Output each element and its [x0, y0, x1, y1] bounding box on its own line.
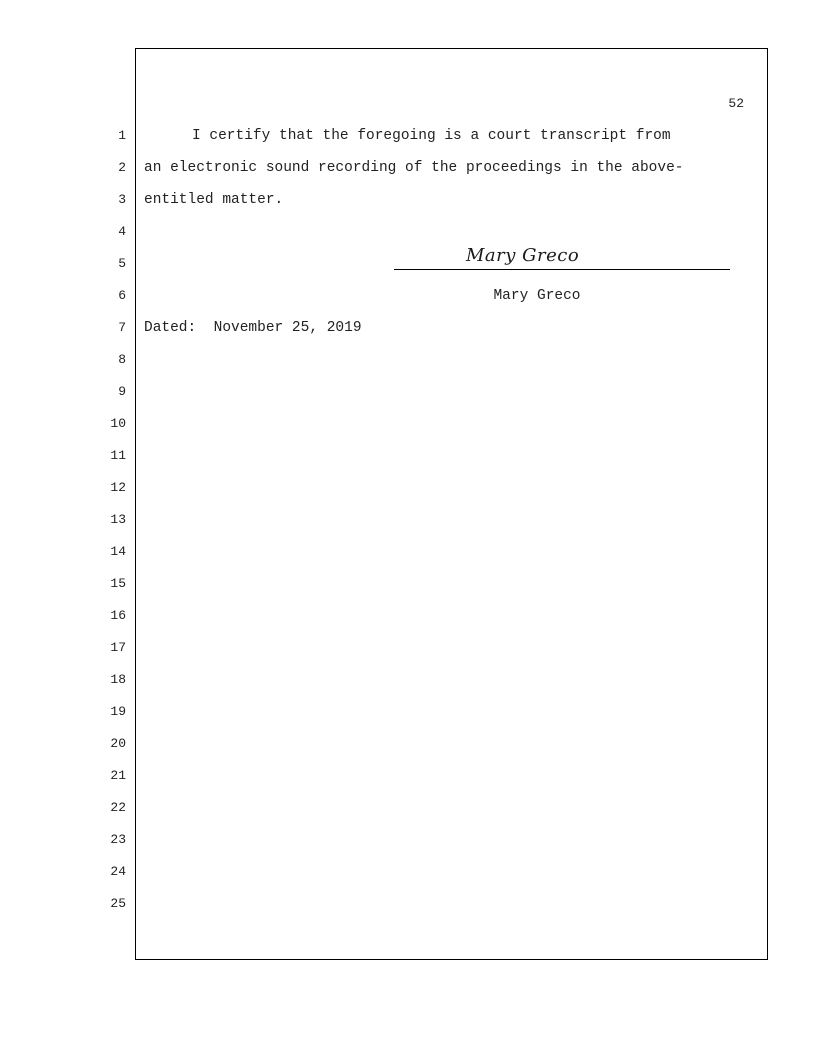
line-number: 3 — [118, 192, 126, 207]
line-number: 19 — [110, 704, 126, 719]
handwritten-signature: Mary Greco — [466, 245, 580, 266]
certification-line-3: entitled matter. — [144, 192, 284, 208]
line-number-column — [96, 128, 126, 928]
line-number: 25 — [110, 896, 126, 911]
line-number: 5 — [118, 256, 126, 271]
line-number: 6 — [118, 288, 126, 303]
signature-line — [394, 269, 730, 270]
line-number: 8 — [118, 352, 126, 367]
transcript-page-frame — [135, 48, 768, 960]
line-number: 11 — [110, 448, 126, 463]
page-number: 52 — [728, 96, 744, 111]
line-number: 22 — [110, 800, 126, 815]
line-number: 13 — [110, 512, 126, 527]
line-number: 16 — [110, 608, 126, 623]
line-number: 18 — [110, 672, 126, 687]
line-number: 14 — [110, 544, 126, 559]
line-number: 23 — [110, 832, 126, 847]
line-number: 17 — [110, 640, 126, 655]
certification-line-2: an electronic sound recording of the proceedings in the above- — [144, 160, 684, 176]
certification-line-1: I certify that the foregoing is a court transcript from — [192, 128, 671, 144]
signer-printed-name: Mary Greco — [493, 288, 581, 304]
dated-line: Dated: November 25, 2019 — [144, 320, 362, 336]
line-number: 4 — [118, 224, 126, 239]
line-number: 20 — [110, 736, 126, 751]
line-number: 21 — [110, 768, 126, 783]
line-number: 2 — [118, 160, 126, 175]
line-number: 15 — [110, 576, 126, 591]
line-number: 9 — [118, 384, 126, 399]
line-number: 7 — [118, 320, 126, 335]
line-number: 1 — [118, 128, 126, 143]
line-number: 12 — [110, 480, 126, 495]
line-number: 24 — [110, 864, 126, 879]
line-number: 10 — [110, 416, 126, 431]
